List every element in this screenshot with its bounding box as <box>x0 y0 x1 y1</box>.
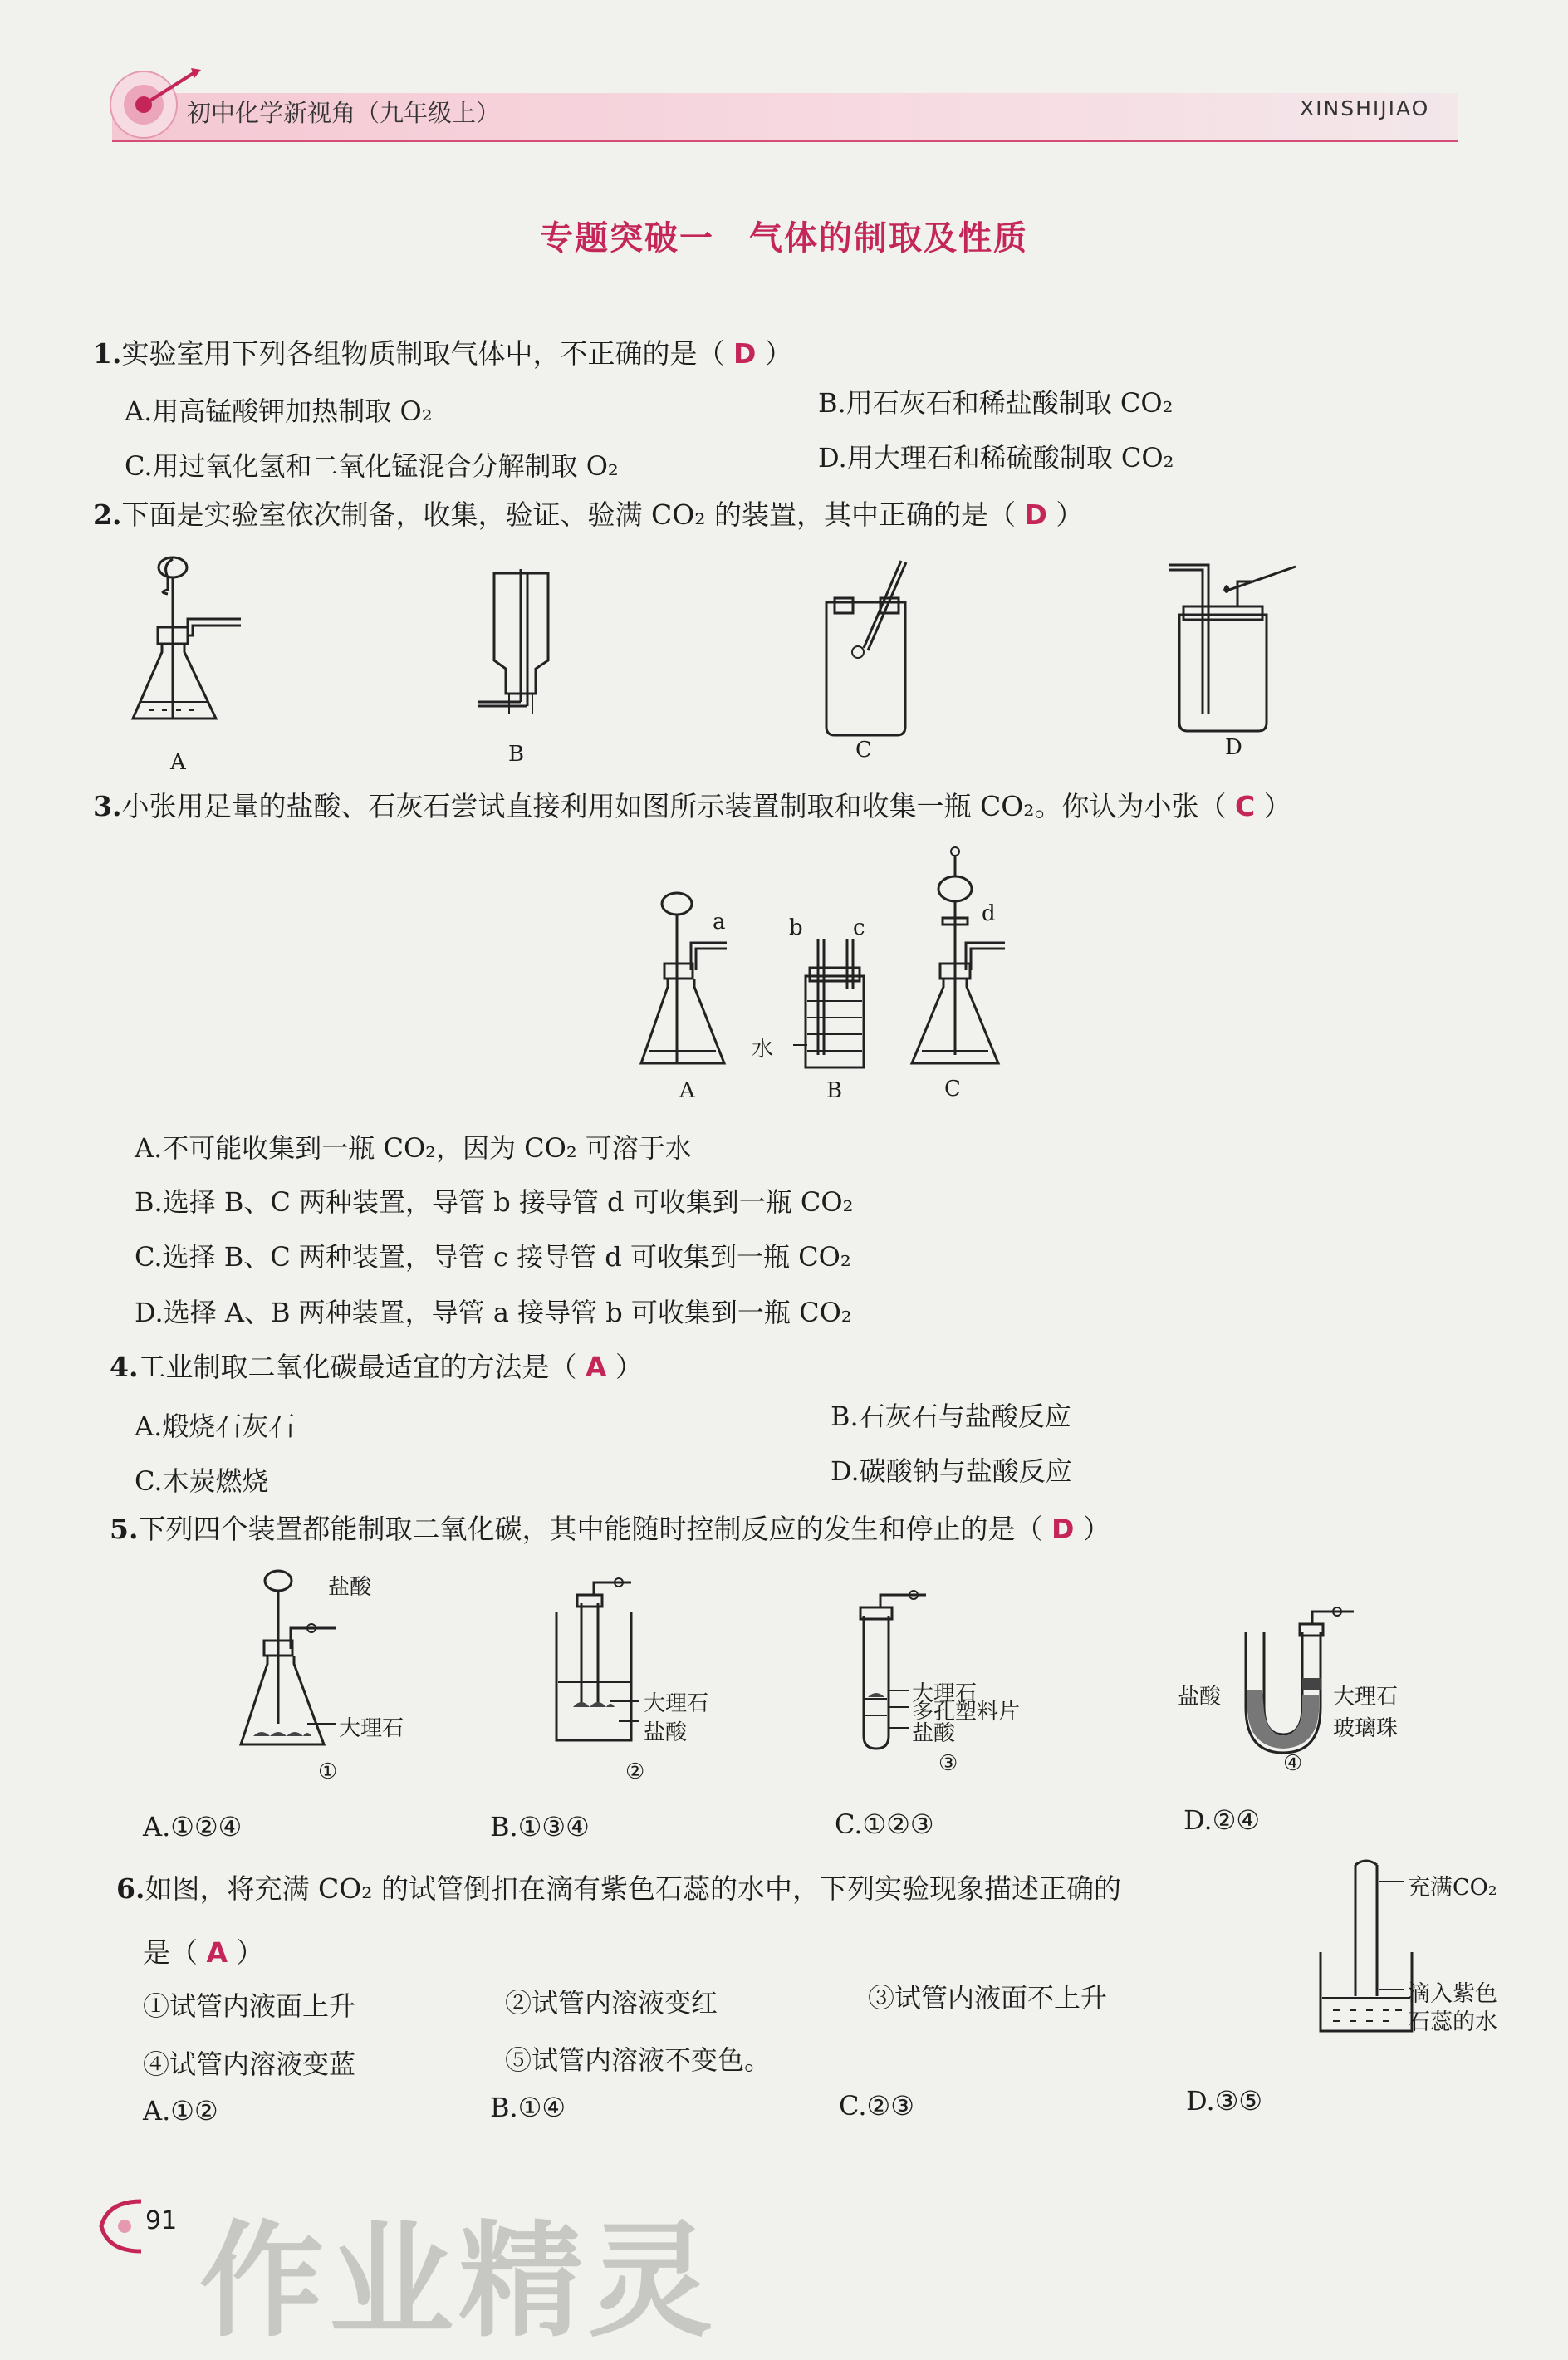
q4-option-d: D.碳酸钠与盐酸反应 <box>831 1455 1072 1487</box>
q6-option-d: D.③⑤ <box>1186 2085 1263 2117</box>
q6-number: 6. <box>116 1872 145 1905</box>
q3-option-c: C.选择 B、C 两种装置，导管 c 接导管 d 可收集到一瓶 CO₂ <box>135 1241 851 1273</box>
q3-label-b: B <box>826 1078 843 1103</box>
q5-label-acid-1: 盐酸 <box>328 1575 372 1600</box>
q6-statement-1: ①试管内液面上升 <box>143 1990 356 2022</box>
q5-label-marble-2: 大理石 <box>644 1691 709 1716</box>
q3-stem <box>93 785 1291 824</box>
q5-label-n4: ④ <box>1283 1751 1303 1776</box>
q1-option-a: A.用高锰酸钾加热制取 O₂ <box>125 395 433 427</box>
q3-label-c: C <box>944 1077 961 1101</box>
q6-label-water-2: 石蕊的水 <box>1408 2009 1497 2035</box>
q3-label-d-pipe: d <box>982 901 996 926</box>
q5-label-marble-1: 大理石 <box>339 1716 404 1741</box>
q5-label-n3: ③ <box>938 1751 958 1776</box>
q6-option-a: A.①② <box>143 2095 218 2127</box>
q6-answer: A <box>206 1936 228 1969</box>
q1-stem <box>93 332 792 371</box>
q4-answer: A <box>585 1351 607 1383</box>
q5-text: 下列四个装置都能制取二氧化碳，其中能随时控制反应的发生和停止的是（ <box>138 1513 1043 1545</box>
q5-label-n1: ① <box>318 1759 338 1784</box>
q4-stem <box>110 1346 643 1385</box>
q5-stem <box>110 1508 1110 1547</box>
q3-number: 3. <box>93 790 122 822</box>
q6-statement-5: ⑤试管内溶液不变色。 <box>505 2044 772 2076</box>
q5-option-a: A.①②④ <box>143 1811 243 1842</box>
q3-label-a: A <box>679 1078 695 1103</box>
q2-apparatus-d <box>1163 557 1312 731</box>
q3-option-b: B.选择 B、C 两种装置，导管 b 接导管 d 可收集到一瓶 CO₂ <box>135 1186 854 1218</box>
q3-label-water: 水 <box>752 1037 774 1062</box>
q5-label-n2: ② <box>625 1759 645 1784</box>
q4-number: 4. <box>110 1351 139 1383</box>
q5-label-marble-3: 大理石 <box>912 1681 978 1706</box>
q6-label-water-1: 滴入紫色 <box>1408 1981 1497 2007</box>
q3-option-d: D.选择 A、B 两种装置，导管 a 接导管 b 可收集到一瓶 CO₂ <box>135 1297 852 1328</box>
q5-answer: D <box>1051 1513 1075 1545</box>
q6-statement-2: ②试管内溶液变红 <box>505 1987 718 2019</box>
q1-number: 1. <box>93 337 122 370</box>
q1-option-d: D.用大理石和稀硫酸制取 CO₂ <box>818 442 1174 473</box>
page-title: 专题突破一 气体的制取及性质 <box>540 219 1028 258</box>
q3-label-b-pipe: b <box>789 915 803 940</box>
q1-answer: D <box>733 337 757 370</box>
q2-apparatus-b <box>469 561 569 727</box>
q5-label-acid-4: 盐酸 <box>1178 1685 1222 1710</box>
q6-statement-3: ③试管内液面不上升 <box>868 1982 1108 2014</box>
q5-option-b: B.①③④ <box>490 1811 590 1842</box>
q3-close: ） <box>1263 790 1291 822</box>
q3-label-c-pipe: c <box>853 915 865 940</box>
q3-label-a-pipe: a <box>713 910 726 935</box>
q5-option-d: D.②④ <box>1183 1804 1261 1836</box>
q5-label-acid-2: 盐酸 <box>644 1720 688 1745</box>
q5-label-marble-4: 大理石 <box>1333 1685 1399 1710</box>
q6-label-full: 充满CO₂ <box>1408 1875 1497 1901</box>
q3-answer: C <box>1234 790 1256 822</box>
q2-label-a: A <box>170 750 186 775</box>
q6-text-1: 如图，将充满 CO₂ 的试管倒扣在滴有紫色石蕊的水中，下列实验现象描述正确的 <box>145 1872 1121 1905</box>
q4-text: 工业制取二氧化碳最适宜的方法是（ <box>138 1351 577 1383</box>
q5-number: 5. <box>110 1513 139 1545</box>
q6-stem-line1 <box>116 1867 1121 1906</box>
q6-statement-4: ④试管内溶液变蓝 <box>143 2048 356 2080</box>
q6-option-b: B.①④ <box>490 2092 566 2123</box>
q4-option-b: B.石灰石与盐酸反应 <box>831 1401 1071 1432</box>
q2-close: ） <box>1056 498 1084 531</box>
q5-option-c: C.①②③ <box>835 1808 934 1840</box>
q6-stem-line2 <box>143 1931 264 1970</box>
watermark-bottom: 作业精灵 <box>199 2210 718 2354</box>
q4-option-c: C.木炭燃烧 <box>135 1465 269 1497</box>
q2-label-b: B <box>508 742 525 767</box>
q6-option-c: C.②③ <box>839 2090 914 2122</box>
q2-apparatus-a <box>125 552 249 743</box>
q5-label-acid-3: 盐酸 <box>912 1721 956 1746</box>
q5-label-plate-3: 多孔塑料片 <box>912 1700 1021 1725</box>
q1-text: 实验室用下列各组物质制取气体中，不正确的是（ <box>121 337 725 370</box>
q2-text: 下面是实验室依次制备，收集，验证、验满 CO₂ 的装置，其中正确的是（ <box>121 498 1016 531</box>
q5-close: ） <box>1082 1513 1110 1545</box>
q2-stem <box>93 493 1083 532</box>
q2-apparatus-c <box>818 552 934 735</box>
q2-label-d: D <box>1225 735 1242 760</box>
q2-number: 2. <box>93 498 122 531</box>
q2-answer: D <box>1024 498 1047 531</box>
q5-label-beads-4: 玻璃珠 <box>1333 1716 1399 1741</box>
header-brand: XINSHIJIAO <box>1300 96 1430 120</box>
q4-close: ） <box>615 1351 643 1383</box>
q6-text-2: 是（ <box>143 1936 198 1969</box>
q3-text: 小张用足量的盐酸、石灰石尝试直接利用如图所示装置制取和收集一瓶 CO₂。你认为小张（ <box>121 790 1227 822</box>
q1-close: ） <box>764 337 792 370</box>
q3-apparatus <box>631 839 1013 1080</box>
q1-option-c: C.用过氧化氢和二氧化锰混合分解制取 O₂ <box>125 450 619 482</box>
q2-label-c: C <box>855 738 872 763</box>
q6-close: ） <box>236 1936 264 1969</box>
q1-option-b: B.用石灰石和稀盐酸制取 CO₂ <box>818 387 1174 419</box>
q4-option-a: A.煅烧石灰石 <box>135 1411 296 1442</box>
q3-option-a: A.不可能收集到一瓶 CO₂，因为 CO₂ 可溶于水 <box>135 1132 692 1164</box>
header-title: 初中化学新视角（九年级上） <box>187 99 501 127</box>
page-number: 91 <box>145 2206 178 2235</box>
